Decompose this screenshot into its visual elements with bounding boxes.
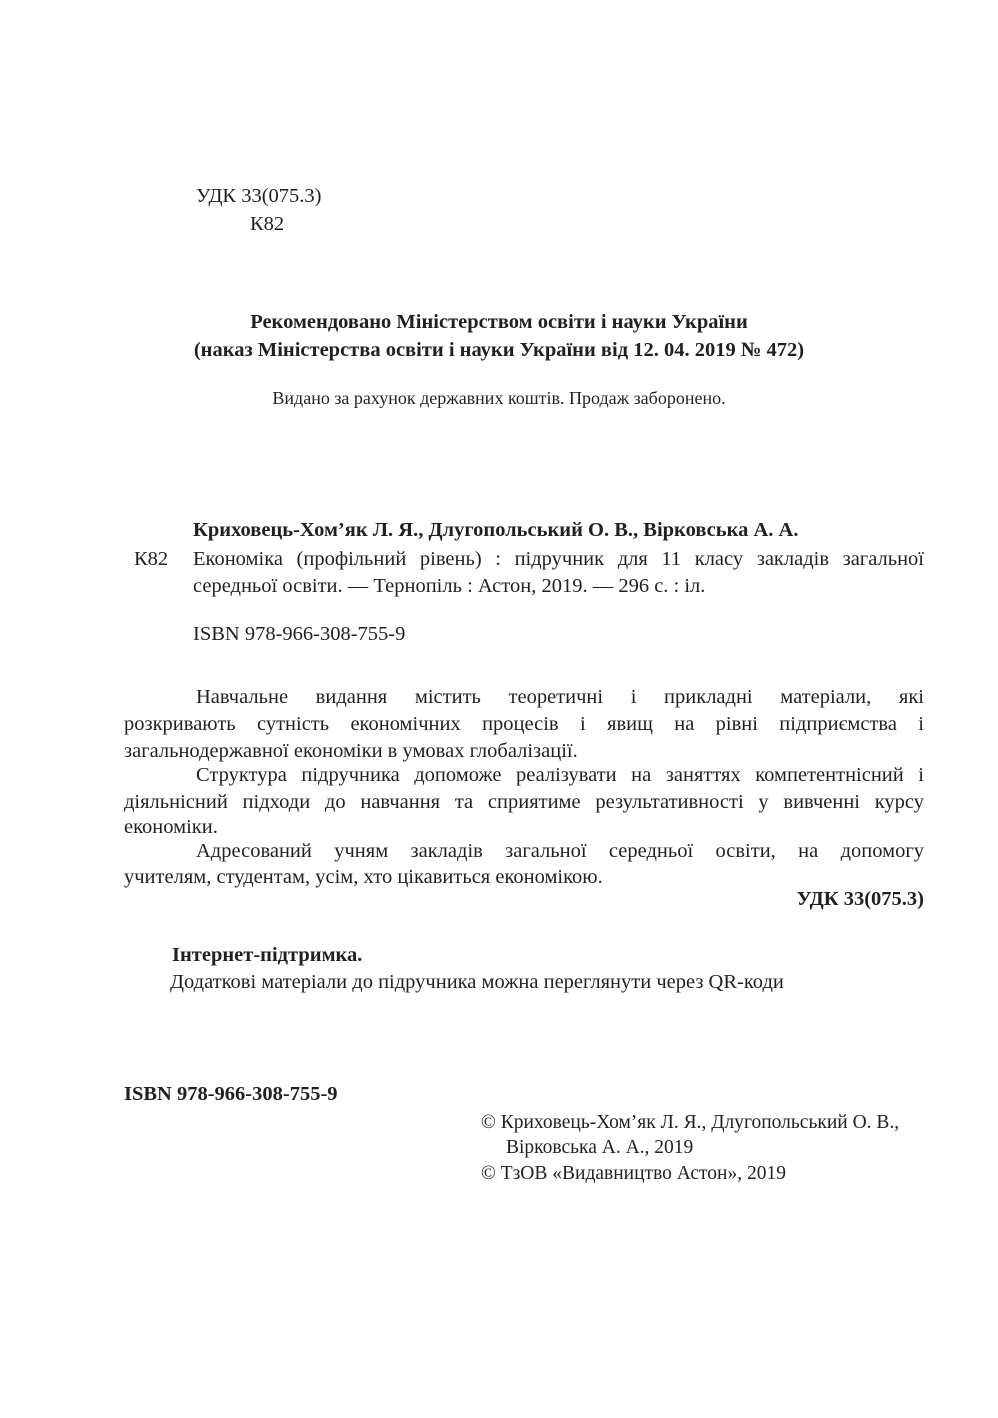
annotation-p2-line-3: економіки.	[124, 816, 218, 838]
copyright-line-2: Вірковська А. А., 2019	[506, 1137, 694, 1158]
annotation-p1-line-2: розкривають сутність економічних процесів і явищ на рівні підприємства і	[124, 713, 924, 735]
internet-support-text: Додаткові матеріали до підручника можна переглянути через QR-коди	[170, 971, 784, 993]
catalog-isbn: ISBN 978-966-308-755-9	[193, 623, 406, 645]
annotation-udc: УДК 33(075.3)	[796, 888, 924, 910]
catalog-title-line-1: Економіка (профільний рівень) : підручник для 11 класу закладів загальної	[193, 548, 924, 570]
catalog-title-line-2: середньої освіти. — Тернопіль : Астон, 2019. — 296 с. : іл.	[193, 575, 706, 597]
annotation-p3-line-1: Адресований учням закладів загальної середньої освіти, на допомогу	[196, 840, 924, 862]
annotation-p2-line-2: діяльнісний підходи до навчання та сприятиме результативності у вивченні курсу	[124, 791, 924, 813]
annotation-p2-line-1: Структура підручника допоможе реалізувати на заняттях компетентнісний і	[196, 764, 924, 786]
annotation-p1-line-1: Навчальне видання містить теоретичні і прикладні матеріали, які	[196, 686, 924, 708]
isbn-bold: ISBN 978-966-308-755-9	[124, 1083, 338, 1105]
udc-code: УДК 33(075.3)	[196, 185, 322, 207]
funding-note: Видано за рахунок державних коштів. Продаж заборонено.	[272, 388, 726, 408]
catalog-authors: Криховець-Хом’як Л. Я., Длугопольський О. В., Вірковська А. А.	[193, 519, 799, 541]
annotation-p3-line-2: учителям, студентам, усім, хто цікавиться економікою.	[124, 866, 603, 888]
copyright-line-1: © Криховець-Хом’як Л. Я., Длугопольський О. В.,	[481, 1112, 900, 1133]
recommendation-line-2: (наказ Міністерства освіти і науки України від 12. 04. 2019 № 472)	[193, 339, 805, 361]
catalog-mark: К82	[134, 548, 169, 570]
copyright-line-3: © ТзОВ «Видавництво Астон», 2019	[481, 1163, 786, 1184]
internet-support-title: Інтернет-підтримка.	[172, 944, 363, 966]
udc-author-mark: К82	[250, 213, 285, 235]
annotation-p1-line-3: загальнодержавної економіки в умовах глобалізації.	[124, 740, 578, 762]
recommendation-line-1: Рекомендовано Міністерством освіти і науки України	[250, 311, 748, 333]
